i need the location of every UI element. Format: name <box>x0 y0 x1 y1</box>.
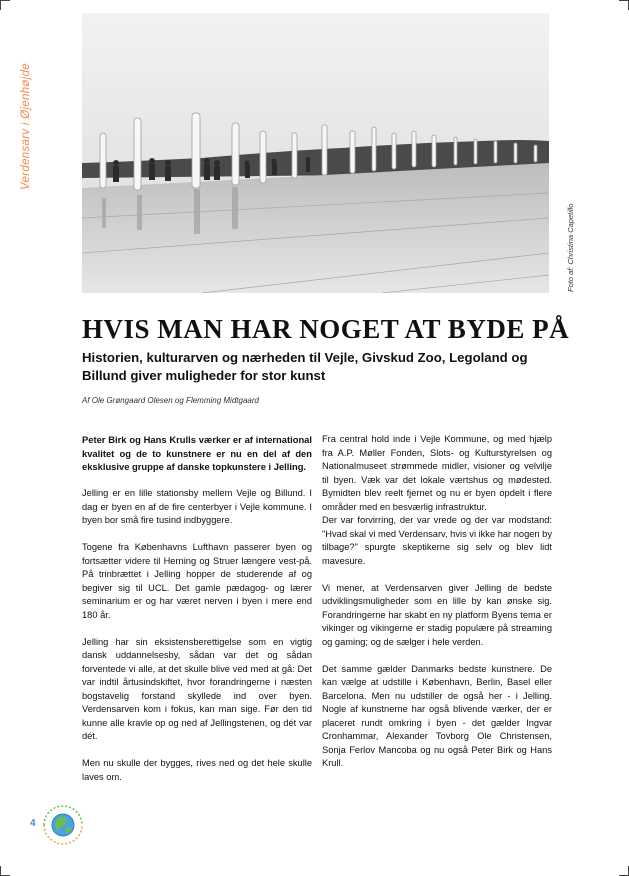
paragraph: Det samme gælder Danmarks bedste kunstnere. De kan vælge at udstille i København, Berlin, Basel eller Barcelona. Men nu udstiller de også her - i Jelling. Nogle af kunstnerne har også blivende værker, der er placeret rundt omkring i byen - det gælder Ingvar Cronhammar, Alexander Tovborg Ole Christensen, Sonja Ferlov Mancoba og nu også Peter Birk og Hans Krull. <box>322 663 552 768</box>
article-title: HVIS MAN HAR NOGET AT BYDE PÅ <box>82 314 570 344</box>
paragraph: Jelling er en lille stationsby mellem Vejle og Billund. I dag er byen en af de fire centerbyer i Vejle kommune. I byen bor små fire tusind indbyggere. <box>82 488 312 525</box>
photo-credit: Foto af: Christina Capetillo <box>566 203 575 292</box>
text-column-right <box>322 433 552 784</box>
globe-logo-icon <box>38 800 88 850</box>
crop-mark <box>0 866 1 876</box>
crop-mark <box>0 0 1 10</box>
paragraph: Der var forvirring, der var vrede og der var modstand: "Hvad skal vi med Verdensarv, hvis vi ikke har nogen by tilbage?" spurgte skeptikerne sig selv og blev lidt mavesure. <box>322 515 552 566</box>
text-column-left <box>82 433 312 798</box>
paragraph: Togene fra Københavns Lufthavn passerer byen og fortsætter videre til Herning og Struer længere vest-på. På trinbrættet i Jelling hopper de studerende af og begiver sig til UCL. Det gamle pædagog- og lærer seminarium er og har været nerven i byen i mere end 180 år. <box>82 542 312 620</box>
paragraph: Vi mener, at Verdensarven giver Jelling de bedste udviklingsmuligheder som en lille by kan ønske sig. Forandringerne har skabt en ny platform Byens tema er vikinger og vikingerne er stadig populære på streaming og gaming; og de sælger i hele verden. <box>322 582 552 647</box>
article-subtitle: Historien, kulturarven og nærheden til Vejle, Givskud Zoo, Legoland og Billund giver muligheder for stor kunst <box>82 350 528 383</box>
verdensarv-logo <box>38 800 88 850</box>
article-byline: Af Ole Grøngaard Olesen og Flemming Midtgaard <box>82 396 259 405</box>
photo-illustration <box>82 13 549 293</box>
crop-mark <box>0 0 10 1</box>
paragraph: Fra central hold inde i Vejle Kommune, og med hjælp fra A.P. Møller Fonden, Slots- og Kulturstyrelsen og Nationalmuseet strømmede midler, visioner og velvilje til byen. Væk var det lokale værtshus og mødested. Bymidten blev reelt fjernet og nu er byen opdelt i flere områder med en besværlig infrastruktur. <box>322 434 552 512</box>
page-number: 4 <box>30 818 36 829</box>
section-label: Verdensarv i Øjenhøjde <box>20 63 32 190</box>
paragraph: Jelling har sin eksistensberettigelse som en vigtig dansk uddannelsesby, sådan var det og sådan forventede vi alle, at det skulle blive ved med at gå: Det var indtil årtusindskiftet, hvor forandringerne i næsten bogstavelig forstand skyllede ind over byen. Verdensarven kom i fokus, kan man sige. Før den tid kunne alle kravle op og ned af Jellingstenen, og dét var dét. <box>82 636 312 741</box>
lead-paragraph: Peter Birk og Hans Krulls værker er af international kvalitet og de to kunstnere er nu en del af den eksklusive gruppe af danske topkunstere i Jelling. <box>82 434 312 472</box>
paragraph: Men nu skulle der bygges, rives ned og det hele skulle laves om. <box>82 758 312 782</box>
article-photo <box>82 13 549 293</box>
